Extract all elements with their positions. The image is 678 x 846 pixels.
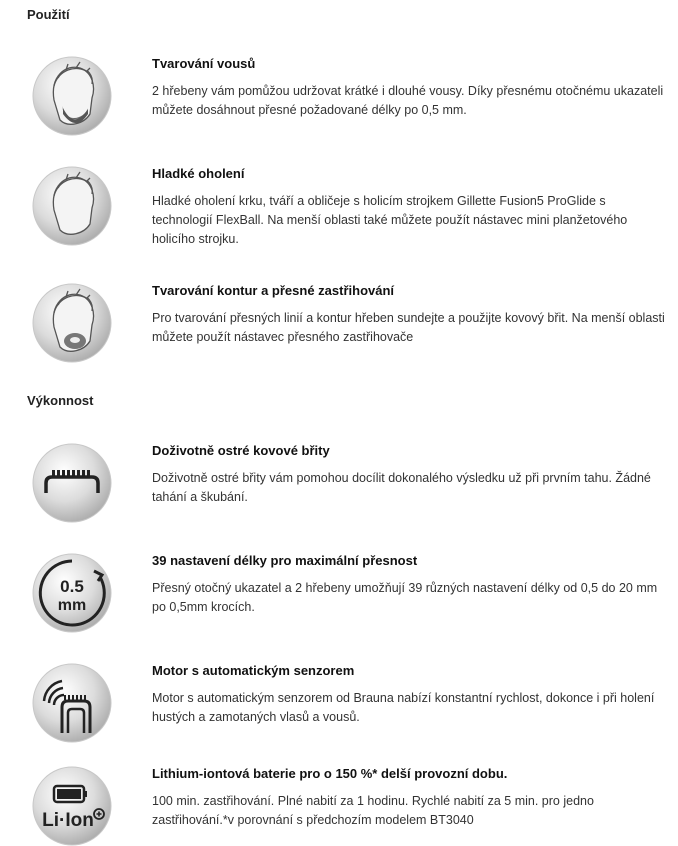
length-dial-icon: [32, 553, 112, 633]
section-title-performance: Výkonnost: [27, 393, 94, 408]
length-value-label: 0.5: [60, 577, 84, 596]
feature-description: Hladké oholení krku, tváří a obličeje s holicím strojkem Gillette Fusion5 ProGlide s technologií FlexBall. Na menší oblasti také můžete použít nástavec mini planžetového holicího strojku.: [152, 194, 628, 246]
length-unit-label: mm: [57, 597, 87, 614]
auto-sensor-motor-icon: [32, 663, 112, 743]
feature-description: Motor s automatickým senzorem od Brauna nabízí konstantní rychlost, dokonce i při holení hustých a zamotaných vlasů a vousů.: [152, 691, 655, 724]
feature-title: Tvarování kontur a přesné zastřihování: [152, 283, 395, 298]
feature-description: 100 min. zastřihování. Plné nabití za 1 hodinu. Rychlé nabití za 5 min. pro jedno zastřihování.*v porovnání s předchozím modelem BT3040: [152, 794, 594, 827]
section-title-usage: Použití: [27, 7, 70, 22]
feature-title: Motor s automatickým senzorem: [152, 663, 355, 678]
feature-description: Přesný otočný ukazatel a 2 hřebeny umožňují 39 různých nastavení délky od 0,5 do 20 mm po 0,5mm krocích.: [152, 581, 658, 614]
smooth-shave-icon: [32, 166, 112, 246]
feature-title: 39 nastavení délky pro maximální přesnost: [152, 553, 418, 568]
beard-shaping-icon: [32, 56, 112, 136]
contour-trim-icon: [32, 283, 112, 363]
feature-title: Hladké oholení: [152, 166, 245, 181]
feature-title: Tvarování vousů: [152, 56, 256, 71]
li-ion-label: Li·Ion: [42, 810, 94, 831]
feature-description: Doživotně ostré břity vám pomohou docílit dokonalého výsledku už při prvním tahu. Žádné tahání a škubání.: [152, 471, 651, 504]
feature-title: Lithium-iontová baterie pro o 150 %* delší provozní dobu.: [152, 766, 508, 781]
feature-description: Pro tvarování přesných linií a kontur hřeben sundejte a použijte kovový břit. Na menší oblasti můžete použít nástavec přesného zastřihovače: [152, 311, 665, 344]
blade-icon: [32, 443, 112, 523]
feature-description: 2 hřebeny vám pomůžou udržovat krátké i dlouhé vousy. Díky přesnému otočnému ukazateli můžete dosáhnout přesné požadované délky po 0,5 mm.: [152, 84, 664, 117]
feature-title: Doživotně ostré kovové břity: [152, 443, 330, 458]
li-ion-battery-icon: [32, 766, 112, 846]
